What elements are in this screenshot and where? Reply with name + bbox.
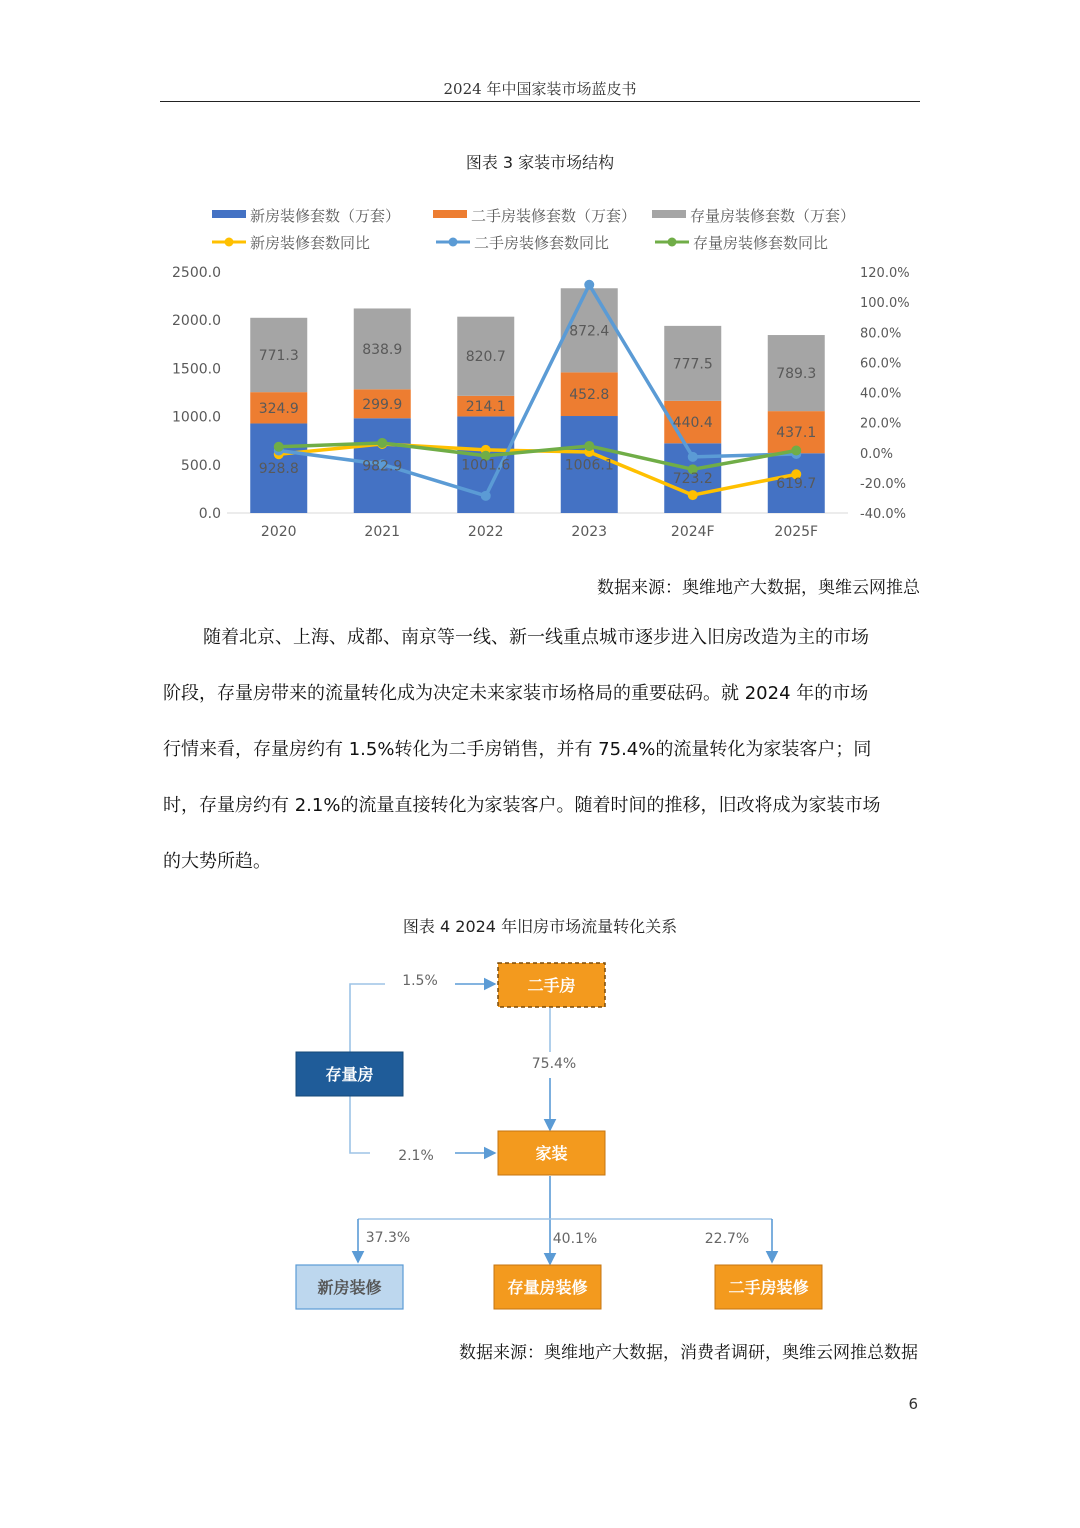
figure3-source: 数据来源：奥维地产大数据，奥维云网推总 xyxy=(597,578,920,598)
edge-label-stock-to-deco: 2.1% xyxy=(398,1148,434,1164)
bar-data-label: 452.8 xyxy=(569,387,610,404)
y2-tick-label: 80.0% xyxy=(860,326,902,342)
node-home-deco-label: 家装 xyxy=(535,1144,568,1163)
y2-tick-label: 40.0% xyxy=(860,386,902,402)
legend-swatch xyxy=(212,210,246,218)
paragraph-line: 阶段，存量房带来的流量转化成为决定未来家装市场格局的重要砝码。就 2024 年的市场 xyxy=(163,683,869,704)
line-point xyxy=(791,445,801,455)
y-tick-label: 500.0 xyxy=(180,457,221,474)
node-second-renovation xyxy=(715,1265,822,1309)
paragraph-line: 时，存量房约有 2.1%的流量直接转化为家装客户。随着时间的推移，旧改将成为家装市场 xyxy=(163,795,881,816)
chart-lines xyxy=(274,280,802,501)
bar-data-label: 838.9 xyxy=(362,341,403,358)
legend-label: 存量房装修套数同比 xyxy=(693,234,829,252)
y2-tick-label: -40.0% xyxy=(860,507,906,522)
line-point xyxy=(481,491,491,501)
bar-data-label: 440.4 xyxy=(672,415,713,432)
node-stock-reno-label: 存量房装修 xyxy=(507,1278,588,1297)
y-tick-label: 2000.0 xyxy=(172,313,221,330)
page-number: 6 xyxy=(908,1395,918,1413)
x-tick-label: 2020 xyxy=(260,524,297,540)
paragraph-line: 随着北京、上海、成都、南京等一线、新一线重点城市逐步进入旧房改造为主的市场 xyxy=(203,627,869,648)
node-second-reno-label: 二手房装修 xyxy=(728,1278,809,1297)
bar-data-label: 771.3 xyxy=(258,347,299,364)
line-point xyxy=(688,490,698,500)
bar-data-label: 872.4 xyxy=(569,323,610,340)
y-tick-label: 1500.0 xyxy=(172,361,221,378)
y-tick-label: 2500.0 xyxy=(172,265,221,281)
header-divider xyxy=(160,101,920,102)
document-header-title: 2024 年中国家装市场蓝皮书 xyxy=(443,80,637,98)
bar-data-label: 723.2 xyxy=(672,471,713,488)
line-point xyxy=(584,280,594,290)
connector-stock-to-second xyxy=(350,984,385,1052)
diagram-connectors xyxy=(350,984,772,1264)
y-tick-label: 1000.0 xyxy=(172,409,221,426)
legend-label: 新房装修套数（万套） xyxy=(250,207,401,225)
chart-bars xyxy=(250,288,825,513)
legend-marker xyxy=(668,238,677,247)
paragraph-line: 行情来看，存量房约有 1.5%转化为二手房销售，并有 75.4%的流量转化为家装客户；同 xyxy=(163,739,872,760)
chart-legend xyxy=(212,207,855,252)
node-second-hand-label: 二手房 xyxy=(527,976,576,995)
y-tick-label: 0.0 xyxy=(198,506,221,522)
edge-label-second-to-deco: 75.4% xyxy=(531,1056,577,1072)
bar-data-label: 214.1 xyxy=(465,399,506,416)
node-stock-house-label: 存量房 xyxy=(325,1065,374,1084)
line-point xyxy=(274,442,284,452)
bar-data-label: 820.7 xyxy=(465,349,506,366)
edge-label-deco-to-new: 37.3% xyxy=(365,1230,411,1246)
bar-data-label: 777.5 xyxy=(672,356,713,373)
legend-label: 新房装修套数同比 xyxy=(250,234,371,252)
connector-stock-to-deco xyxy=(350,1096,370,1153)
legend-label: 二手房装修套数（万套） xyxy=(471,207,637,225)
node-stock-renovation xyxy=(494,1265,601,1309)
bar-data-label: 789.3 xyxy=(776,366,817,383)
node-stock-house xyxy=(296,1052,403,1096)
bar-data-label: 928.8 xyxy=(258,461,299,478)
y2-tick-label: 100.0% xyxy=(860,296,910,312)
figure3-caption: 图表 3 家装市场结构 xyxy=(465,153,615,172)
legend-marker xyxy=(449,238,458,247)
y2-tick-label: 60.0% xyxy=(860,356,902,372)
legend-swatch xyxy=(652,210,686,218)
chart-data-labels xyxy=(259,323,817,492)
node-new-reno-label: 新房装修 xyxy=(317,1278,382,1297)
line-point xyxy=(584,441,594,451)
legend-label: 存量房装修套数（万套） xyxy=(690,207,856,225)
x-tick-label: 2023 xyxy=(571,524,608,540)
y2-tick-label: -20.0% xyxy=(860,476,906,492)
edge-label-deco-to-stock: 40.1% xyxy=(552,1231,598,1247)
legend-swatch xyxy=(433,210,467,218)
y2-tick-label: 0.0% xyxy=(860,446,894,462)
edge-label-stock-to-second: 1.5% xyxy=(402,973,438,989)
x-tick-label: 2024F xyxy=(670,524,715,540)
node-new-renovation xyxy=(296,1265,403,1309)
line-point xyxy=(377,438,387,448)
paragraph-line: 的大势所趋。 xyxy=(163,851,271,872)
line-point xyxy=(688,452,698,462)
body-paragraph xyxy=(163,624,923,904)
bar-data-label: 1006.1 xyxy=(564,457,614,474)
y2-tick-label: 20.0% xyxy=(860,416,902,432)
bar-data-label: 437.1 xyxy=(776,425,817,442)
bar-data-label: 1001.6 xyxy=(461,457,511,474)
node-second-hand-house xyxy=(498,963,605,1007)
x-tick-label: 2021 xyxy=(364,524,401,540)
market-structure-chart xyxy=(160,195,920,550)
bar-data-label: 324.9 xyxy=(258,400,299,417)
legend-marker xyxy=(225,238,234,247)
x-tick-label: 2025F xyxy=(774,524,819,540)
bar-data-label: 299.9 xyxy=(362,396,403,413)
bar-data-label: 982.9 xyxy=(362,458,403,475)
traffic-conversion-diagram xyxy=(280,950,840,1320)
edge-label-deco-to-second: 22.7% xyxy=(704,1231,750,1247)
y2-tick-label: 120.0% xyxy=(860,266,910,281)
node-home-deco xyxy=(498,1131,605,1175)
legend-label: 二手房装修套数同比 xyxy=(474,234,610,252)
x-tick-label: 2022 xyxy=(467,524,504,540)
figure4-source: 数据来源：奥维地产大数据，消费者调研，奥维云网推总数据 xyxy=(459,1343,918,1363)
bar-data-label: 619.7 xyxy=(776,476,817,493)
figure4-caption: 图表 4 2024 年旧房市场流量转化关系 xyxy=(402,917,678,936)
